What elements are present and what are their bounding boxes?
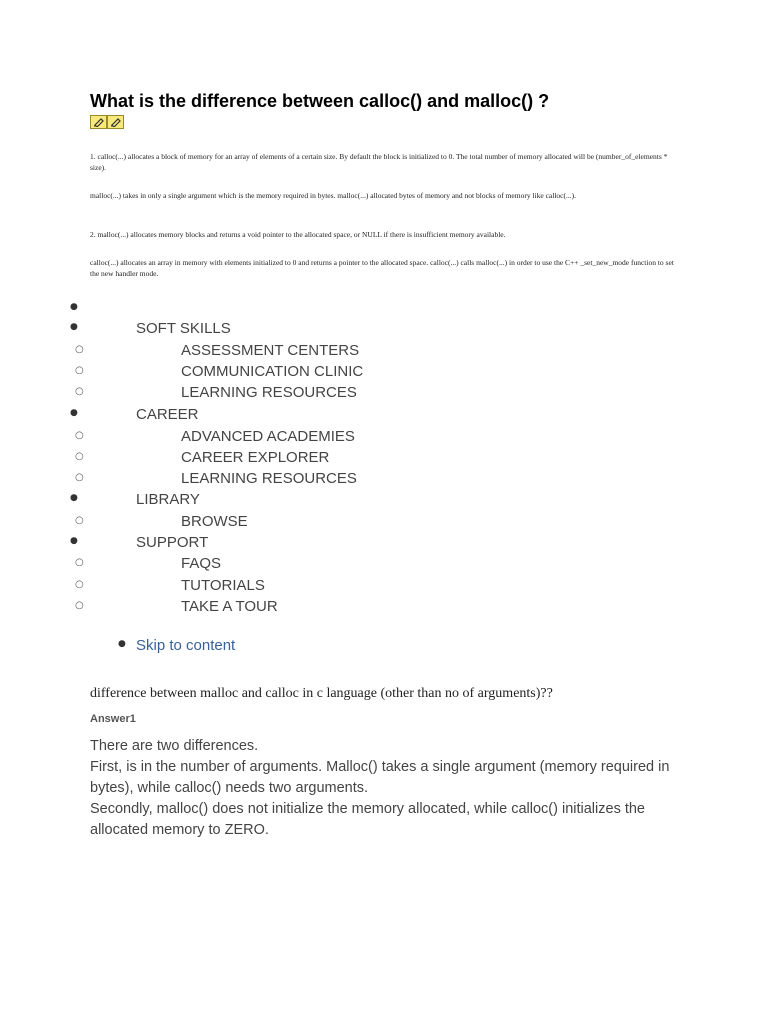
nav-item-career-explorer[interactable]: CAREER EXPLORER xyxy=(181,449,330,466)
paragraph-malloc-args: malloc(...) takes in only a single argument which is the memory required in bytes. malloc(...) allocated bytes of memory and not blocks of memory like calloc(...). xyxy=(90,191,576,200)
nav-item-browse[interactable]: BROWSE xyxy=(181,513,248,530)
circle-marker: ○ xyxy=(75,451,84,462)
nav-item-support[interactable]: SUPPORT xyxy=(136,534,209,551)
bullet-marker: ● xyxy=(70,408,78,418)
nav-item-communication-clinic[interactable]: COMMUNICATION CLINIC xyxy=(181,363,364,380)
paragraph-calloc-array: calloc(...) allocates an array in memory with elements initialized to 0 and returns a pointer to the allocated space. calloc(...) calls malloc(...) in order to use the C++ _set_new_mode function to set the new handler mode. xyxy=(90,258,674,278)
answer-body xyxy=(90,736,680,841)
nav-item-take-a-tour[interactable]: TAKE A TOUR xyxy=(181,598,278,615)
empty-bullet: ● xyxy=(70,302,78,312)
answer-line: Secondly, malloc() does not initialize the memory allocated, while calloc() initializes the allocated memory to ZERO. xyxy=(90,801,646,838)
question-heading: difference between malloc and calloc in c language (other than no of arguments)?? xyxy=(90,686,553,701)
nav-item-soft-skills[interactable]: SOFT SKILLS xyxy=(136,320,231,337)
circle-marker: ○ xyxy=(75,386,84,397)
bullet-marker: ● xyxy=(70,322,78,332)
circle-marker: ○ xyxy=(75,515,84,526)
bullet-marker: ● xyxy=(70,536,78,546)
paragraph-calloc-intro: 1. calloc(...) allocates a block of memory for an array of elements of a certain size. By default the block is initialized to 0. The total number of memory allocated will be (number_of_elements * size). xyxy=(90,152,668,172)
circle-marker: ○ xyxy=(75,472,84,483)
nav-item-advanced-academies[interactable]: ADVANCED ACADEMIES xyxy=(181,428,355,445)
circle-marker: ○ xyxy=(75,557,84,568)
icon-row xyxy=(90,115,124,129)
nav-item-assessment-centers[interactable]: ASSESSMENT CENTERS xyxy=(181,342,360,359)
answer-label: Answer1 xyxy=(90,713,136,725)
bullet-marker: ● xyxy=(118,639,126,649)
edit-icon[interactable] xyxy=(107,115,124,129)
nav-item-library[interactable]: LIBRARY xyxy=(136,491,200,508)
answer-line: First, is in the number of arguments. Malloc() takes a single argument (memory required in bytes), while calloc() needs two arguments. xyxy=(90,759,670,796)
nav-item-faqs[interactable]: FAQS xyxy=(181,555,222,572)
paragraph-malloc-returns: 2. malloc(...) allocates memory blocks and returns a void pointer to the allocated space, or NULL if there is insufficient memory available. xyxy=(90,230,506,239)
circle-marker: ○ xyxy=(75,344,84,355)
circle-marker: ○ xyxy=(75,430,84,441)
bullet-marker: ● xyxy=(70,493,78,503)
skip-to-content-link[interactable]: Skip to content xyxy=(136,637,236,654)
edit-icon[interactable] xyxy=(90,115,107,129)
nav-item-learning-resources[interactable]: LEARNING RESOURCES xyxy=(181,384,357,401)
circle-marker: ○ xyxy=(75,579,84,590)
nav-item-tutorials[interactable]: TUTORIALS xyxy=(181,577,265,594)
nav-item-career[interactable]: CAREER xyxy=(136,406,199,423)
page-title: What is the difference between calloc() and malloc() ? xyxy=(90,91,550,111)
answer-line: There are two differences. xyxy=(90,738,259,754)
nav-item-learning-resources[interactable]: LEARNING RESOURCES xyxy=(181,470,357,487)
circle-marker: ○ xyxy=(75,600,84,611)
circle-marker: ○ xyxy=(75,365,84,376)
